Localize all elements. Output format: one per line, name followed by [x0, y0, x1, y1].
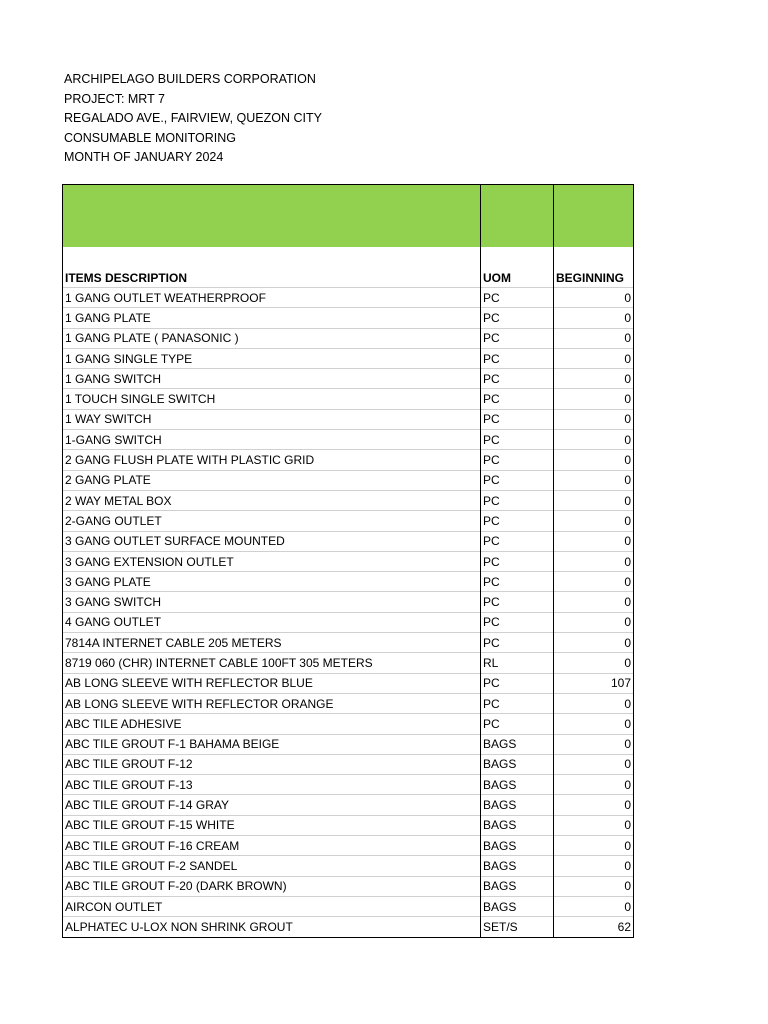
uom-cell: PC [481, 430, 554, 450]
item-description-cell: ABC TILE GROUT F-16 CREAM [63, 836, 481, 856]
company-name: ARCHIPELAGO BUILDERS CORPORATION [64, 72, 316, 86]
item-description-cell: 8719 060 (CHR) INTERNET CABLE 100FT 305 METERS [63, 653, 481, 673]
table-row [63, 389, 634, 409]
uom-cell: PC [481, 308, 554, 328]
uom-cell: RL [481, 653, 554, 673]
item-description-cell: ABC TILE GROUT F-12 [63, 754, 481, 774]
item-description-cell: 2 GANG FLUSH PLATE WITH PLASTIC GRID [63, 450, 481, 470]
uom-cell: BAGS [481, 734, 554, 754]
project-address: REGALADO AVE., FAIRVIEW, QUEZON CITY [64, 111, 322, 125]
column-header-row [63, 247, 634, 288]
beginning-cell: 0 [554, 450, 634, 470]
table-row [63, 856, 634, 876]
uom-cell: PC [481, 348, 554, 368]
consumables-table [62, 184, 634, 938]
beginning-cell: 0 [554, 653, 634, 673]
table-row [63, 348, 634, 368]
beginning-cell: 0 [554, 592, 634, 612]
table-row [63, 470, 634, 490]
beginning-cell: 0 [554, 308, 634, 328]
table-row [63, 734, 634, 754]
beginning-cell: 0 [554, 389, 634, 409]
uom-cell: PC [481, 531, 554, 551]
table-row [63, 409, 634, 429]
item-description-cell: 1 GANG SINGLE TYPE [63, 348, 481, 368]
item-description-cell: AB LONG SLEEVE WITH REFLECTOR BLUE [63, 673, 481, 693]
table-row [63, 836, 634, 856]
uom-cell: PC [481, 450, 554, 470]
item-description-cell: 1 TOUCH SINGLE SWITCH [63, 389, 481, 409]
table-row [63, 531, 634, 551]
item-description-cell: 2-GANG OUTLET [63, 511, 481, 531]
item-description-cell: ABC TILE GROUT F-20 (DARK BROWN) [63, 876, 481, 896]
uom-cell: BAGS [481, 775, 554, 795]
uom-cell: PC [481, 470, 554, 490]
table-row [63, 288, 634, 308]
beginning-cell: 0 [554, 369, 634, 389]
uom-cell: PC [481, 592, 554, 612]
beginning-cell: 107 [554, 673, 634, 693]
item-description-cell: 4 GANG OUTLET [63, 612, 481, 632]
beginning-cell: 0 [554, 754, 634, 774]
table-row [63, 693, 634, 713]
item-description-cell: ABC TILE GROUT F-2 SANDEL [63, 856, 481, 876]
item-description-cell: 1 WAY SWITCH [63, 409, 481, 429]
column-header-uom: UOM [481, 247, 554, 288]
uom-cell: PC [481, 612, 554, 632]
item-description-cell: 2 WAY METAL BOX [63, 490, 481, 510]
beginning-cell: 0 [554, 633, 634, 653]
beginning-cell: 0 [554, 551, 634, 571]
item-description-cell: ABC TILE GROUT F-14 GRAY [63, 795, 481, 815]
report-title: CONSUMABLE MONITORING [64, 130, 237, 145]
report-month: MONTH OF JANUARY 2024 [64, 150, 224, 164]
item-description-cell: 1 GANG SWITCH [63, 369, 481, 389]
beginning-cell: 0 [554, 572, 634, 592]
beginning-cell: 0 [554, 856, 634, 876]
table-row [63, 714, 634, 734]
item-description-cell: 3 GANG PLATE [63, 572, 481, 592]
beginning-cell: 0 [554, 612, 634, 632]
table-row [63, 653, 634, 673]
table-row [63, 592, 634, 612]
table-body [63, 288, 634, 938]
column-header-description: ITEMS DESCRIPTION [63, 247, 481, 288]
table-row [63, 308, 634, 328]
uom-cell: BAGS [481, 754, 554, 774]
item-description-cell: 1 GANG PLATE [63, 308, 481, 328]
beginning-cell: 0 [554, 734, 634, 754]
item-description-cell: 3 GANG OUTLET SURFACE MOUNTED [63, 531, 481, 551]
beginning-cell: 0 [554, 328, 634, 348]
table-row [63, 511, 634, 531]
item-description-cell: AB LONG SLEEVE WITH REFLECTOR ORANGE [63, 693, 481, 713]
table-row [63, 450, 634, 470]
column-header-beginning: BEGINNING [554, 247, 634, 288]
beginning-cell: 0 [554, 531, 634, 551]
table-row [63, 815, 634, 835]
beginning-cell: 0 [554, 896, 634, 916]
beginning-cell: 0 [554, 795, 634, 815]
table-row [63, 551, 634, 571]
beginning-cell: 0 [554, 430, 634, 450]
beginning-cell: 0 [554, 511, 634, 531]
uom-cell: PC [481, 288, 554, 308]
uom-cell: BAGS [481, 815, 554, 835]
uom-cell: PC [481, 633, 554, 653]
report-header [64, 70, 322, 168]
item-description-cell: ABC TILE ADHESIVE [63, 714, 481, 734]
table-row [63, 775, 634, 795]
item-description-cell: 2 GANG PLATE [63, 470, 481, 490]
uom-cell: PC [481, 572, 554, 592]
beginning-cell: 0 [554, 490, 634, 510]
beginning-cell: 0 [554, 693, 634, 713]
header-band-cell [554, 185, 634, 248]
uom-cell: PC [481, 409, 554, 429]
beginning-cell: 0 [554, 775, 634, 795]
table-row [63, 633, 634, 653]
uom-cell: PC [481, 551, 554, 571]
item-description-cell: ABC TILE GROUT F-13 [63, 775, 481, 795]
table-row [63, 917, 634, 937]
beginning-cell: 0 [554, 288, 634, 308]
item-description-cell: ABC TILE GROUT F-15 WHITE [63, 815, 481, 835]
table-row [63, 896, 634, 916]
beginning-cell: 0 [554, 836, 634, 856]
uom-cell: BAGS [481, 856, 554, 876]
table-row [63, 795, 634, 815]
uom-cell: PC [481, 369, 554, 389]
table-row [63, 430, 634, 450]
item-description-cell: 7814A INTERNET CABLE 205 METERS [63, 633, 481, 653]
beginning-cell: 0 [554, 876, 634, 896]
project-name: PROJECT: MRT 7 [64, 91, 165, 106]
beginning-cell: 0 [554, 714, 634, 734]
table-row [63, 876, 634, 896]
uom-cell: SET/S [481, 917, 554, 937]
item-description-cell: 1 GANG PLATE ( PANASONIC ) [63, 328, 481, 348]
uom-cell: PC [481, 389, 554, 409]
uom-cell: BAGS [481, 795, 554, 815]
item-description-cell: 1-GANG SWITCH [63, 430, 481, 450]
beginning-cell: 0 [554, 409, 634, 429]
uom-cell: BAGS [481, 836, 554, 856]
uom-cell: PC [481, 673, 554, 693]
table-row [63, 754, 634, 774]
item-description-cell: 3 GANG SWITCH [63, 592, 481, 612]
uom-cell: PC [481, 693, 554, 713]
uom-cell: PC [481, 328, 554, 348]
beginning-cell: 0 [554, 470, 634, 490]
table-row [63, 369, 634, 389]
uom-cell: PC [481, 511, 554, 531]
beginning-cell: 62 [554, 917, 634, 937]
uom-cell: PC [481, 714, 554, 734]
table-row [63, 673, 634, 693]
item-description-cell: ABC TILE GROUT F-1 BAHAMA BEIGE [63, 734, 481, 754]
header-band-cell [481, 185, 554, 248]
item-description-cell: 3 GANG EXTENSION OUTLET [63, 551, 481, 571]
uom-cell: PC [481, 490, 554, 510]
table-row [63, 572, 634, 592]
table-row [63, 612, 634, 632]
table-row [63, 490, 634, 510]
item-description-cell: 1 GANG OUTLET WEATHERPROOF [63, 288, 481, 308]
item-description-cell: ALPHATEC U-LOX NON SHRINK GROUT [63, 917, 481, 937]
uom-cell: BAGS [481, 876, 554, 896]
header-band [63, 185, 634, 248]
header-band-cell [63, 185, 481, 248]
table-row [63, 328, 634, 348]
uom-cell: BAGS [481, 896, 554, 916]
item-description-cell: AIRCON OUTLET [63, 896, 481, 916]
beginning-cell: 0 [554, 348, 634, 368]
beginning-cell: 0 [554, 815, 634, 835]
